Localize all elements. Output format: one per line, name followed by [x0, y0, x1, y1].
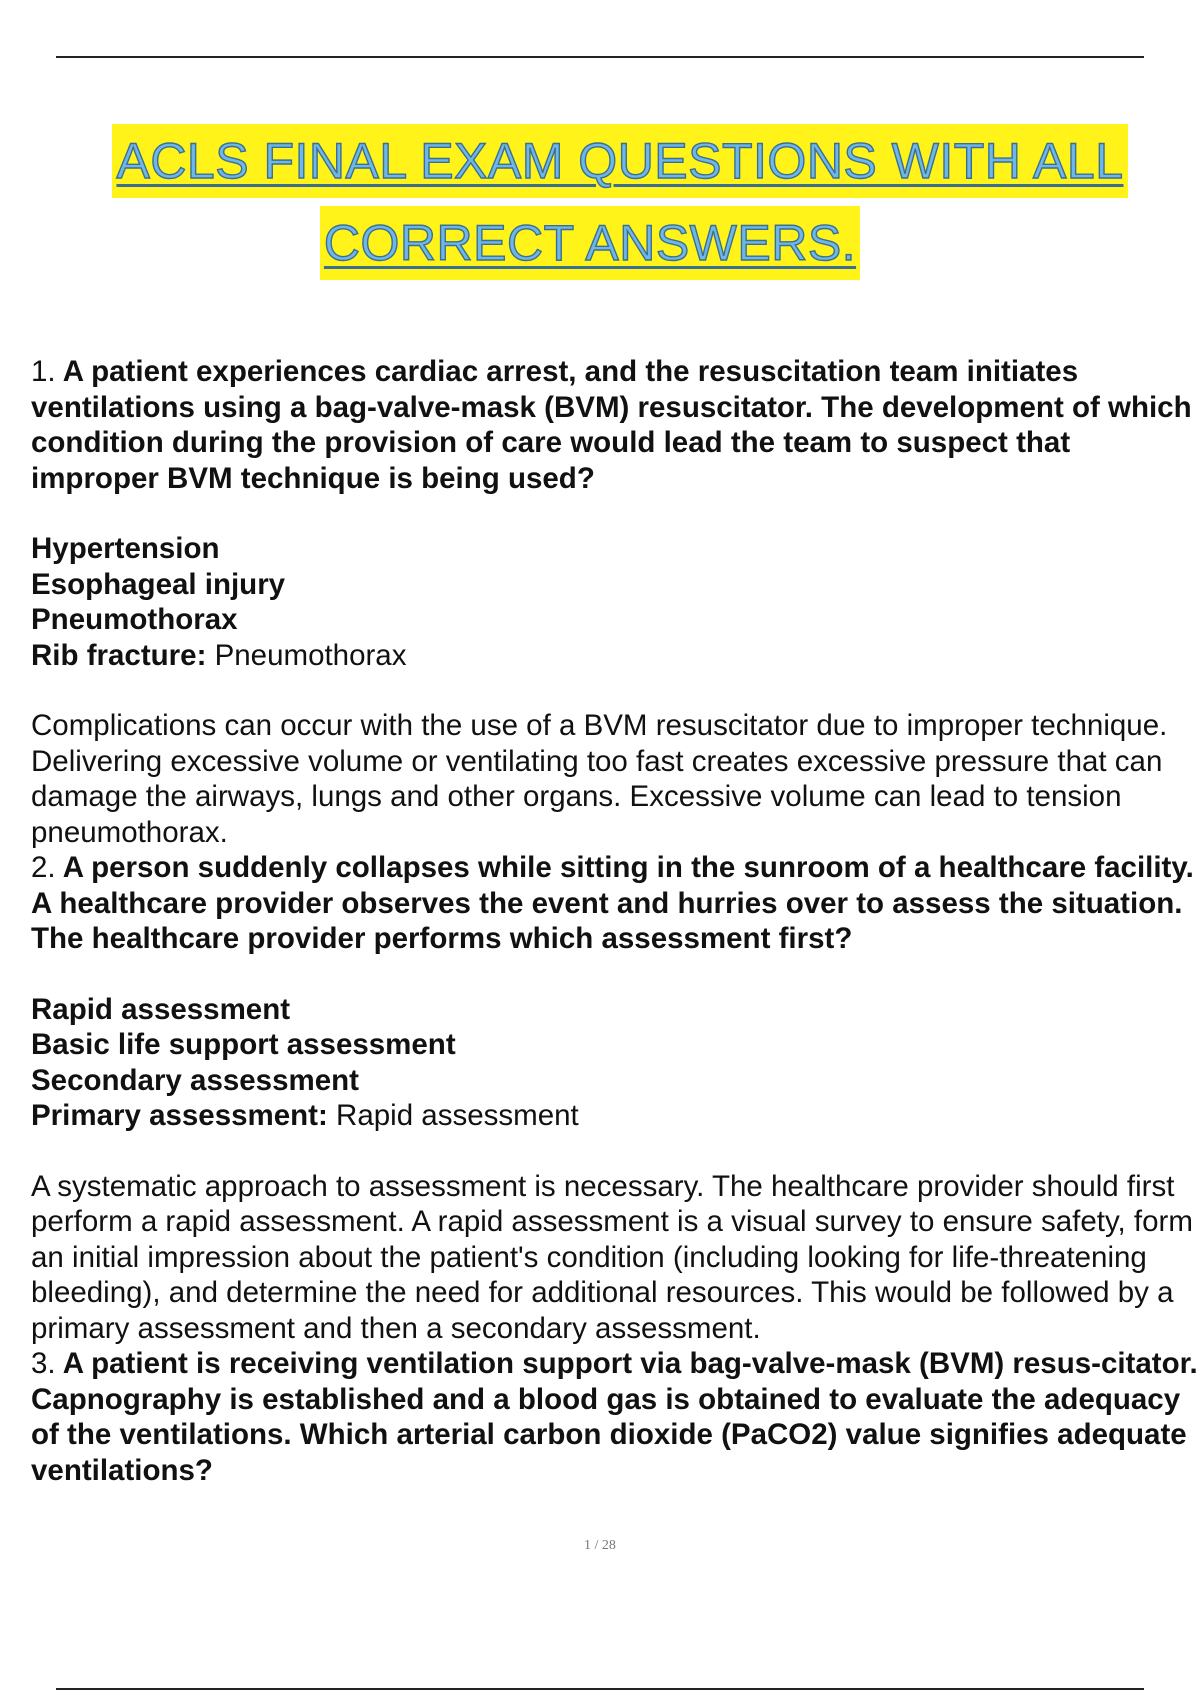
- option: Esophageal injury: [31, 567, 286, 601]
- page-number: 1 / 28: [584, 1538, 616, 1553]
- question-text: A person suddenly collapses while sitting in the sunroom of a healthcare facility. A healthcare provider observes the event and hurries over to assess the situation. The healthcare provider performs which assessment first?: [31, 851, 1194, 955]
- option: Pneumothorax: [31, 603, 238, 636]
- option: Secondary assessment: [31, 1063, 359, 1097]
- question-text: A patient is receiving ventilation support via bag-valve-mask (BVM) resus-citator. Capnography is established and a blood gas is obtained to evaluate the adequacy of the ventilations. Which arterial carbon dioxide (PaCO2) value signifies adequate ventilations?: [31, 1347, 1198, 1487]
- title-line-1: ACLS FINAL EXAM QUESTIONS WITH ALL: [112, 124, 1127, 198]
- question-number: 1.: [31, 355, 56, 388]
- question-text: A patient experiences cardiac arrest, and the resuscitation team initiates ventilations using a bag-valve-mask (BVM) resuscitator. The development of which condition during the provision of care would lead the team to suspect that improper BVM technique is being used?: [31, 355, 1192, 495]
- bottom-rule: [56, 1688, 1144, 1690]
- explanation: A systematic approach to assessment is necessary. The healthcare provider should first perform a rapid assessment. A rapid assessment is a visual survey to ensure safety, form an initial impression about the patient's condition (including looking for life-threatening bleeding), and determine the need for additional resources. This would be followed by a primary assessment and then a secondary assessment.: [31, 1169, 1193, 1345]
- top-rule: [56, 56, 1144, 58]
- option: Primary assessment:: [31, 1099, 328, 1132]
- option-with-answer: [31, 638, 1200, 674]
- question-number: 2.: [31, 851, 56, 884]
- option: Rib fracture:: [31, 638, 207, 672]
- option: Hypertension: [31, 532, 220, 565]
- document-title: [40, 124, 1200, 280]
- question-1: [31, 354, 1200, 496]
- document-body: [31, 354, 1200, 1488]
- question-number: 3.: [31, 1347, 56, 1380]
- option: Rapid assessment: [31, 992, 291, 1026]
- option: Basic life support assessment: [31, 1028, 456, 1061]
- answer: Rapid assessment: [336, 1099, 579, 1132]
- title-line-2: CORRECT ANSWERS.: [320, 206, 860, 280]
- option-with-answer: [31, 1098, 1200, 1134]
- question-3: [31, 1346, 1200, 1488]
- explanation: Complications can occur with the use of a BVM resuscitator due to improper technique. Delivering excessive volume or ventilating too fast creates excessive pressure that can damage the airways, lungs and other organs. Excessive volume can lead to tension pneumothorax.: [31, 709, 1168, 849]
- answer: Pneumothorax: [214, 638, 407, 672]
- question-2: [31, 850, 1200, 957]
